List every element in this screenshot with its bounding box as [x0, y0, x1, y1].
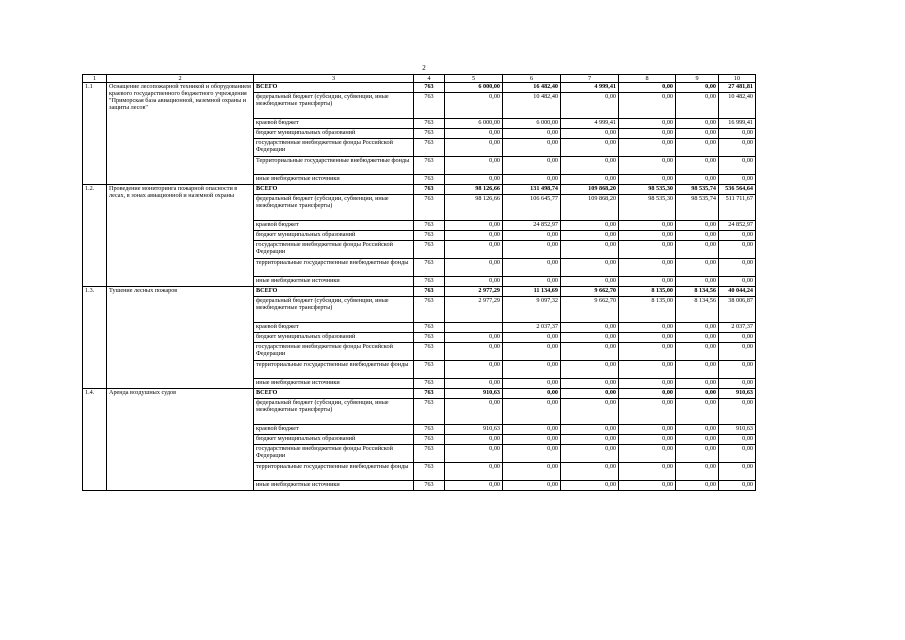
- amount-cell: 0,00: [445, 93, 503, 119]
- amount-cell: 98 535,30: [619, 185, 676, 195]
- amount-cell: 0,00: [719, 399, 756, 425]
- funding-source: территориальные государственные внебюджетные фонды: [254, 361, 414, 379]
- amount-cell: 0,00: [619, 241, 676, 259]
- amount-cell: 0,00: [619, 379, 676, 389]
- amount-cell: 0,00: [719, 481, 756, 491]
- amount-cell: 10 482,40: [719, 93, 756, 119]
- budget-code: 763: [414, 277, 445, 287]
- budget-code: 763: [414, 139, 445, 157]
- amount-cell: 27 481,81: [719, 83, 756, 93]
- amount-cell: 910,63: [719, 425, 756, 435]
- column-header: 9: [676, 75, 719, 83]
- funding-source: бюджет муниципальных образований: [254, 129, 414, 139]
- budget-code: 763: [414, 323, 445, 333]
- amount-cell: 16 482,40: [503, 83, 561, 93]
- funding-source: ВСЕГО: [254, 83, 414, 93]
- amount-cell: 0,00: [619, 463, 676, 481]
- amount-cell: 98 126,66: [445, 185, 503, 195]
- amount-cell: 38 006,87: [719, 297, 756, 323]
- amount-cell: 0,00: [503, 425, 561, 435]
- amount-cell: 10 482,40: [503, 93, 561, 119]
- amount-cell: 0,00: [619, 157, 676, 175]
- amount-cell: 0,00: [445, 241, 503, 259]
- column-header: 6: [503, 75, 561, 83]
- funding-source: государственные внебюджетные фонды Российской Федерации: [254, 241, 414, 259]
- amount-cell: 0,00: [561, 399, 619, 425]
- amount-cell: 0,00: [503, 481, 561, 491]
- amount-cell: 0,00: [676, 333, 719, 343]
- amount-cell: 0,00: [561, 221, 619, 231]
- amount-cell: 0,00: [445, 399, 503, 425]
- column-header: 8: [619, 75, 676, 83]
- amount-cell: 6 000,00: [503, 119, 561, 129]
- amount-cell: 0,00: [561, 323, 619, 333]
- amount-cell: 0,00: [503, 277, 561, 287]
- amount-cell: 0,00: [503, 463, 561, 481]
- amount-cell: 0,00: [676, 221, 719, 231]
- amount-cell: 511 711,67: [719, 195, 756, 221]
- amount-cell: 8 135,00: [619, 287, 676, 297]
- amount-cell: 0,00: [503, 389, 561, 399]
- column-header: 2: [107, 75, 254, 83]
- amount-cell: 98 126,66: [445, 195, 503, 221]
- amount-cell: 106 645,77: [503, 195, 561, 221]
- amount-cell: 0,00: [445, 361, 503, 379]
- amount-cell: 0,00: [619, 343, 676, 361]
- budget-code: 763: [414, 425, 445, 435]
- amount-cell: 24 852,97: [719, 221, 756, 231]
- amount-cell: 0,00: [719, 231, 756, 241]
- item-title: Оснащение лесопожарной техникой и оборудованием краевого государственного бюджетного учреждения "Приморская база авиационной, наземной охраны и защиты лесов": [107, 83, 254, 185]
- amount-cell: 0,00: [676, 175, 719, 185]
- amount-cell: 0,00: [619, 361, 676, 379]
- funding-source: краевой бюджет: [254, 425, 414, 435]
- amount-cell: 0,00: [719, 241, 756, 259]
- amount-cell: 0,00: [619, 119, 676, 129]
- amount-cell: 0,00: [503, 361, 561, 379]
- funding-source: государственные внебюджетные фонды Российской Федерации: [254, 139, 414, 157]
- amount-cell: 0,00: [561, 361, 619, 379]
- amount-cell: 0,00: [719, 259, 756, 277]
- amount-cell: 8 135,00: [619, 297, 676, 323]
- amount-cell: 6 000,00: [445, 83, 503, 93]
- budget-code: 763: [414, 259, 445, 277]
- budget-code: 763: [414, 333, 445, 343]
- amount-cell: 109 868,20: [561, 185, 619, 195]
- item-number: 1.4.: [83, 389, 107, 491]
- amount-cell: 0,00: [503, 343, 561, 361]
- funding-source: краевой бюджет: [254, 323, 414, 333]
- amount-cell: 0,00: [561, 343, 619, 361]
- budget-code: 763: [414, 435, 445, 445]
- budget-code: 763: [414, 185, 445, 195]
- amount-cell: 0,00: [676, 399, 719, 425]
- amount-cell: 0,00: [676, 343, 719, 361]
- amount-cell: 0,00: [561, 277, 619, 287]
- amount-cell: 0,00: [619, 259, 676, 277]
- funding-source: ВСЕГО: [254, 389, 414, 399]
- column-header: 4: [414, 75, 445, 83]
- amount-cell: 0,00: [676, 379, 719, 389]
- amount-cell: 0,00: [619, 389, 676, 399]
- funding-source: Территориальные государственные внебюджетные фонды: [254, 157, 414, 175]
- amount-cell: 0,00: [619, 139, 676, 157]
- table-row: [83, 287, 756, 297]
- amount-cell: 0,00: [619, 129, 676, 139]
- amount-cell: 0,00: [676, 259, 719, 277]
- amount-cell: 0,00: [719, 445, 756, 463]
- amount-cell: 0,00: [676, 119, 719, 129]
- amount-cell: 9 662,70: [561, 297, 619, 323]
- amount-cell: 8 134,56: [676, 287, 719, 297]
- amount-cell: 0,00: [719, 379, 756, 389]
- funding-source: федеральный бюджет (субсидии, субвенции, иные межбюджетные трансферты): [254, 195, 414, 221]
- funding-source: ВСЕГО: [254, 185, 414, 195]
- budget-code: 763: [414, 287, 445, 297]
- amount-cell: 6 000,00: [445, 119, 503, 129]
- amount-cell: 0,00: [503, 399, 561, 425]
- amount-cell: 0,00: [445, 445, 503, 463]
- column-header: 7: [561, 75, 619, 83]
- budget-code: 763: [414, 175, 445, 185]
- funding-source: государственные внебюджетные фонды Российской Федерации: [254, 343, 414, 361]
- amount-cell: 98 535,30: [619, 195, 676, 221]
- amount-cell: 0,00: [503, 445, 561, 463]
- amount-cell: 0,00: [561, 175, 619, 185]
- amount-cell: 0,00: [503, 333, 561, 343]
- amount-cell: 0,00: [676, 389, 719, 399]
- amount-cell: 0,00: [445, 435, 503, 445]
- amount-cell: 0,00: [503, 259, 561, 277]
- amount-cell: 0,00: [676, 139, 719, 157]
- amount-cell: 0,00: [445, 379, 503, 389]
- amount-cell: 0,00: [445, 139, 503, 157]
- budget-code: 763: [414, 361, 445, 379]
- amount-cell: 2 037,37: [719, 323, 756, 333]
- amount-cell: 0,00: [503, 129, 561, 139]
- item-title: Тушение лесных пожаров: [107, 287, 254, 389]
- amount-cell: 0,00: [445, 333, 503, 343]
- table-body: [83, 83, 756, 491]
- budget-code: 763: [414, 379, 445, 389]
- amount-cell: 0,00: [445, 343, 503, 361]
- funding-source: иные внебюджетные источники: [254, 277, 414, 287]
- funding-source: государственные внебюджетные фонды Российской Федерации: [254, 445, 414, 463]
- table-row: [83, 389, 756, 399]
- amount-cell: 0,00: [676, 445, 719, 463]
- column-number-row: [83, 75, 756, 83]
- funding-source: бюджет муниципальных образований: [254, 435, 414, 445]
- amount-cell: 0,00: [719, 129, 756, 139]
- amount-cell: 0,00: [619, 277, 676, 287]
- amount-cell: 0,00: [445, 175, 503, 185]
- amount-cell: 0,00: [503, 435, 561, 445]
- amount-cell: 0,00: [619, 435, 676, 445]
- amount-cell: 0,00: [719, 361, 756, 379]
- budget-table: [82, 74, 756, 491]
- budget-code: 763: [414, 221, 445, 231]
- column-header: 3: [254, 75, 414, 83]
- amount-cell: 0,00: [619, 323, 676, 333]
- amount-cell: 0,00: [719, 435, 756, 445]
- funding-source: бюджет муниципальных образований: [254, 333, 414, 343]
- amount-cell: 0,00: [619, 93, 676, 119]
- funding-source: иные внебюджетные источники: [254, 379, 414, 389]
- column-header: 1: [83, 75, 107, 83]
- page-number: 2: [422, 64, 426, 72]
- budget-code: 763: [414, 241, 445, 259]
- amount-cell: 0,00: [445, 129, 503, 139]
- funding-source: иные внебюджетные источники: [254, 175, 414, 185]
- amount-cell: 0,00: [676, 83, 719, 93]
- amount-cell: 2 977,29: [445, 297, 503, 323]
- amount-cell: 24 852,97: [503, 221, 561, 231]
- budget-code: 763: [414, 157, 445, 175]
- amount-cell: 0,00: [445, 157, 503, 175]
- amount-cell: 0,00: [445, 231, 503, 241]
- amount-cell: 0,00: [719, 139, 756, 157]
- funding-source: бюджет муниципальных образований: [254, 231, 414, 241]
- amount-cell: 0,00: [561, 157, 619, 175]
- amount-cell: 98 535,74: [676, 185, 719, 195]
- amount-cell: 8 134,56: [676, 297, 719, 323]
- amount-cell: 0,00: [676, 463, 719, 481]
- budget-code: 763: [414, 195, 445, 221]
- column-header: 5: [445, 75, 503, 83]
- amount-cell: 0,00: [503, 241, 561, 259]
- amount-cell: 0,00: [561, 435, 619, 445]
- amount-cell: 0,00: [561, 389, 619, 399]
- budget-code: 763: [414, 399, 445, 425]
- budget-code: 763: [414, 129, 445, 139]
- budget-code: 763: [414, 463, 445, 481]
- budget-code: 763: [414, 119, 445, 129]
- amount-cell: 0,00: [676, 231, 719, 241]
- amount-cell: 0,00: [676, 481, 719, 491]
- amount-cell: 910,63: [445, 425, 503, 435]
- budget-code: 763: [414, 343, 445, 361]
- amount-cell: 0,00: [619, 231, 676, 241]
- amount-cell: 40 044,24: [719, 287, 756, 297]
- amount-cell: 0,00: [619, 425, 676, 435]
- amount-cell: 0,00: [445, 481, 503, 491]
- amount-cell: 536 564,64: [719, 185, 756, 195]
- amount-cell: 0,00: [619, 333, 676, 343]
- amount-cell: 0,00: [503, 157, 561, 175]
- amount-cell: 0,00: [561, 259, 619, 277]
- amount-cell: 4 999,41: [561, 83, 619, 93]
- item-title: Проведение мониторинга пожарной опасности в лесах, в зонах авиационной и наземной охраны: [107, 185, 254, 287]
- funding-source: ВСЕГО: [254, 287, 414, 297]
- amount-cell: 0,00: [619, 221, 676, 231]
- budget-code: 763: [414, 389, 445, 399]
- amount-cell: 131 498,74: [503, 185, 561, 195]
- column-header: 10: [719, 75, 756, 83]
- amount-cell: 0,00: [445, 277, 503, 287]
- amount-cell: 0,00: [719, 343, 756, 361]
- amount-cell: 0,00: [719, 463, 756, 481]
- amount-cell: 0,00: [619, 445, 676, 463]
- amount-cell: 9 097,32: [503, 297, 561, 323]
- amount-cell: 0,00: [619, 481, 676, 491]
- amount-cell: 910,63: [719, 389, 756, 399]
- amount-cell: 0,00: [719, 333, 756, 343]
- amount-cell: 16 999,41: [719, 119, 756, 129]
- table-row: [83, 83, 756, 93]
- amount-cell: 0,00: [561, 139, 619, 157]
- amount-cell: 0,00: [561, 425, 619, 435]
- budget-code: 763: [414, 93, 445, 119]
- item-number: 1.3.: [83, 287, 107, 389]
- funding-source: федеральный бюджет (субсидии, субвенции, иные межбюджетные трансферты): [254, 297, 414, 323]
- amount-cell: 0,00: [676, 425, 719, 435]
- budget-code: 763: [414, 297, 445, 323]
- amount-cell: 0,00: [503, 379, 561, 389]
- amount-cell: 0,00: [561, 241, 619, 259]
- amount-cell: 0,00: [561, 379, 619, 389]
- amount-cell: 0,00: [676, 129, 719, 139]
- funding-source: территориальные государственные внебюджетные фонды: [254, 463, 414, 481]
- item-number: 1.1: [83, 83, 107, 185]
- amount-cell: 0,00: [676, 93, 719, 119]
- funding-source: федеральный бюджет (субсидии, субвенции, иные межбюджетные трансферты): [254, 399, 414, 425]
- amount-cell: 0,00: [445, 259, 503, 277]
- amount-cell: 0,00: [561, 333, 619, 343]
- amount-cell: 4 999,41: [561, 119, 619, 129]
- amount-cell: 0,00: [503, 231, 561, 241]
- amount-cell: 98 535,74: [676, 195, 719, 221]
- amount-cell: 0,00: [561, 445, 619, 463]
- amount-cell: 0,00: [676, 157, 719, 175]
- amount-cell: 0,00: [561, 129, 619, 139]
- amount-cell: 0,00: [676, 435, 719, 445]
- funding-source: краевой бюджет: [254, 221, 414, 231]
- amount-cell: 9 662,70: [561, 287, 619, 297]
- budget-code: 763: [414, 231, 445, 241]
- amount-cell: 0,00: [619, 83, 676, 93]
- amount-cell: 11 134,69: [503, 287, 561, 297]
- amount-cell: 0,00: [676, 277, 719, 287]
- item-title: Аренда воздушных судов: [107, 389, 254, 491]
- amount-cell: 0,00: [561, 231, 619, 241]
- amount-cell: 0,00: [676, 241, 719, 259]
- amount-cell: 0,00: [561, 481, 619, 491]
- amount-cell: 0,00: [445, 221, 503, 231]
- amount-cell: 0,00: [561, 93, 619, 119]
- funding-source: территориальные государственные внебюджетные фонды: [254, 259, 414, 277]
- budget-code: 763: [414, 445, 445, 463]
- amount-cell: 0,00: [503, 139, 561, 157]
- amount-cell: 0,00: [719, 277, 756, 287]
- amount-cell: 0,00: [676, 361, 719, 379]
- amount-cell: 910,63: [445, 389, 503, 399]
- funding-source: краевой бюджет: [254, 119, 414, 129]
- funding-source: федеральный бюджет (субсидии, субвенции, иные межбюджетные трансферты): [254, 93, 414, 119]
- amount-cell: 0,00: [561, 463, 619, 481]
- amount-cell: 0,00: [676, 323, 719, 333]
- amount-cell: 0,00: [503, 175, 561, 185]
- amount-cell: 0,00: [619, 399, 676, 425]
- amount-cell: 0,00: [719, 175, 756, 185]
- amount-cell: 0,00: [719, 157, 756, 175]
- item-number: 1.2.: [83, 185, 107, 287]
- amount-cell: 2 977,29: [445, 287, 503, 297]
- budget-code: 763: [414, 481, 445, 491]
- table-row: [83, 185, 756, 195]
- budget-code: 763: [414, 83, 445, 93]
- amount-cell: [445, 323, 503, 333]
- amount-cell: 2 037,37: [503, 323, 561, 333]
- amount-cell: 0,00: [445, 463, 503, 481]
- amount-cell: 109 868,20: [561, 195, 619, 221]
- amount-cell: 0,00: [619, 175, 676, 185]
- funding-source: иные внебюджетные источники: [254, 481, 414, 491]
